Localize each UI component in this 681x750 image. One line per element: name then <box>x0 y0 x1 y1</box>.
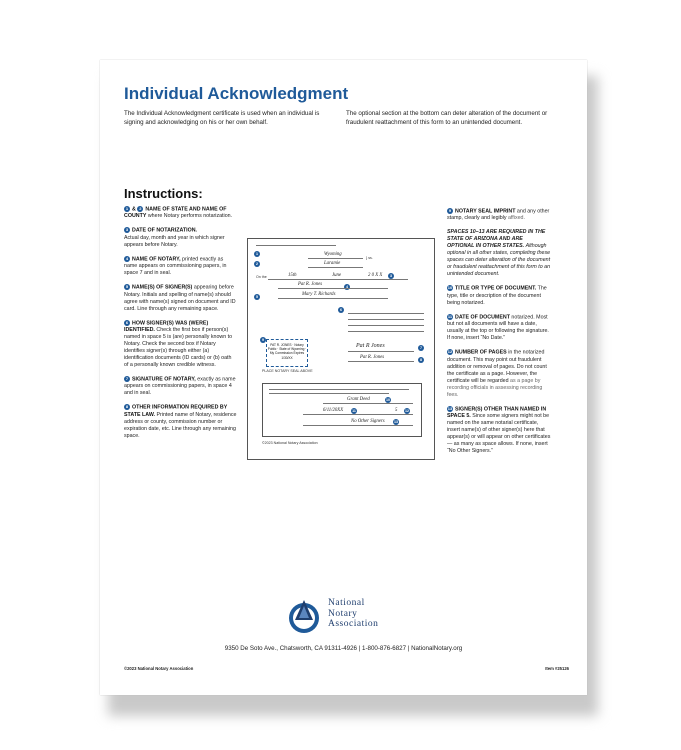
form-county: Laramie <box>324 261 341 266</box>
form-notary-printed: Pat R. Jones <box>360 355 385 360</box>
right-instructions <box>447 208 551 462</box>
intro-left: The Individual Acknowledgment certificate is used when an individual is signing and acknowledging on his or her own behalf. <box>124 110 320 126</box>
list-item: 4 NAME OF NOTARY, printed exactly as name appears on commissioning papers, in space 7 and in seal. <box>124 255 227 277</box>
instructions-heading: Instructions: <box>124 186 203 201</box>
list-item: 13 SIGNER(S) OTHER THAN NAMED IN SPACE 5. Since some signers might not be named on the same notarial certificate, insert name(s) of other signer(s) here that appear(s) or will appear on other certificates — as many as space allows. If none, insert “No Other Signers.” <box>447 405 551 455</box>
intro-right: The optional section at the bottom can deter alteration of the document or fraudulent reattachment of this form to an unintended document. <box>346 110 548 126</box>
form-other-signer: No Other Signers <box>351 419 385 424</box>
step-number: 1 <box>125 206 129 211</box>
list-item: 6 HOW SIGNER(S) WAS (WERE) IDENTIFIED. Check the first box if person(s) named in space 5 is (are) personally known to Notary. Check the second box if Notary identifies signer(s) through either (a) identification documents (ID cards) or (b) oath of a personally known credible witness. <box>124 319 233 369</box>
form-notary-name: Pat R. Jones <box>298 282 323 287</box>
sample-seal: PAT R. JONES · Notary Public · State of Wyoming · My Commission Expires 1/30/XX <box>266 339 308 367</box>
sample-acknowledgment-form: 1 Wyoming 2 Laramie } ss. 3 15th June 2 0 X X On the 4 Pat R. Jones 5 Mary T. Richards 6 PAT R. JONES · Notary Public · State of Wyoming · My Commission Expires 1/30/XX 9 PLACE NOTARY SEAL ABOVE Pat R Jones 7 Pat R. Jones 8 Grant Deed 10 6/11/20XX 11 5 12 No Other Signers 13 ©2023 National Notary Association <box>247 238 435 460</box>
step-number: 8 <box>125 404 129 410</box>
list-item: 7 SIGNATURE OF NOTARY, exactly as name appears on commissioning papers, in space 4 and in seal. <box>124 376 236 397</box>
form-doc-date: 6/11/20XX <box>323 408 344 413</box>
nna-logo-icon <box>284 596 324 636</box>
form-pages: 5 <box>395 408 398 413</box>
step-number: 13 <box>447 405 453 411</box>
org-address: 9350 De Soto Ave., Chatsworth, CA 91311-4926 | 1-800-876-6827 | NationalNotary.org <box>224 645 463 652</box>
list-item: 5 NAME(S) OF SIGNER(S) appearing before Notary. Initials and spelling of name(s) should agree with name(s) signed on document and ID card. Line through any remaining space. <box>124 284 236 312</box>
form-month: June <box>332 273 342 278</box>
page-title: Individual Acknowledgment <box>124 84 349 103</box>
arizona-note: SPACES 10–13 ARE REQUIRED IN THE STATE OF ARIZONA AND ARE OPTIONAL IN OTHER STATES. Although optional in all other states, completing these spaces can deter alteration of the document or fraudulent reattachment of this form to an unintended document. <box>447 229 551 278</box>
step-number: 3 <box>125 227 129 233</box>
step-number: 11 <box>447 313 453 319</box>
list-item: 8 OTHER INFORMATION REQUIRED BY STATE LAW. Printed name of Notary, residence address or county, commission number or expiration date, etc. Line through any remaining space. <box>124 404 237 439</box>
form-state: Wyoming <box>324 252 342 257</box>
step-number: 5 <box>125 284 129 290</box>
list-item: 3 DATE OF NOTARIZATION. Actual day, month and year in which signer appears before Notary. <box>124 227 225 248</box>
step-number: 9 <box>448 208 452 213</box>
form-day: 15th <box>288 273 297 278</box>
step-number: 4 <box>125 255 129 261</box>
copyright: ©2023 National Notary Association <box>124 666 194 671</box>
left-instructions <box>124 206 237 447</box>
list-item: 12 NUMBER OF PAGES in the notarized document. This may point out fraudulent addition or removal of pages. Do not count the certificate as a page. However, the certificate will be regarded as a page by recording officials in assessing recording fees. <box>447 349 547 398</box>
step-number: 7 <box>125 376 129 382</box>
list-item: 1 & 2 NAME OF STATE AND NAME OF COUNTY where Notary performs notarization. <box>124 206 233 220</box>
step-number: 6 <box>125 319 129 325</box>
org-name: National Notary Association <box>328 598 379 629</box>
form-doc-title: Grant Deed <box>347 397 370 402</box>
step-number: 10 <box>447 285 453 291</box>
optional-section: Grant Deed 10 6/11/20XX 11 5 12 No Other Signers 13 <box>262 383 422 437</box>
list-item: 10 TITLE OR TYPE OF DOCUMENT. The type, title or description of the document being notarized. <box>447 285 547 306</box>
instruction-sheet <box>100 60 587 695</box>
step-number: 2 <box>139 206 142 211</box>
list-item: 9 NOTARY SEAL IMPRINT and any other stamp, clearly and legibly affixed. <box>447 208 550 222</box>
item-number: Item #25126 <box>545 666 569 671</box>
form-signer-name: Mary T. Richards <box>302 292 336 297</box>
step-number: 12 <box>447 349 453 355</box>
list-item: 11 DATE OF DOCUMENT notarized. Most but not all documents will have a date, usually at the top or following the signature. If none, insert “No Date.” <box>447 313 549 342</box>
form-year: 2 0 X X <box>368 273 383 278</box>
form-notary-signature: Pat R Jones <box>356 343 385 349</box>
